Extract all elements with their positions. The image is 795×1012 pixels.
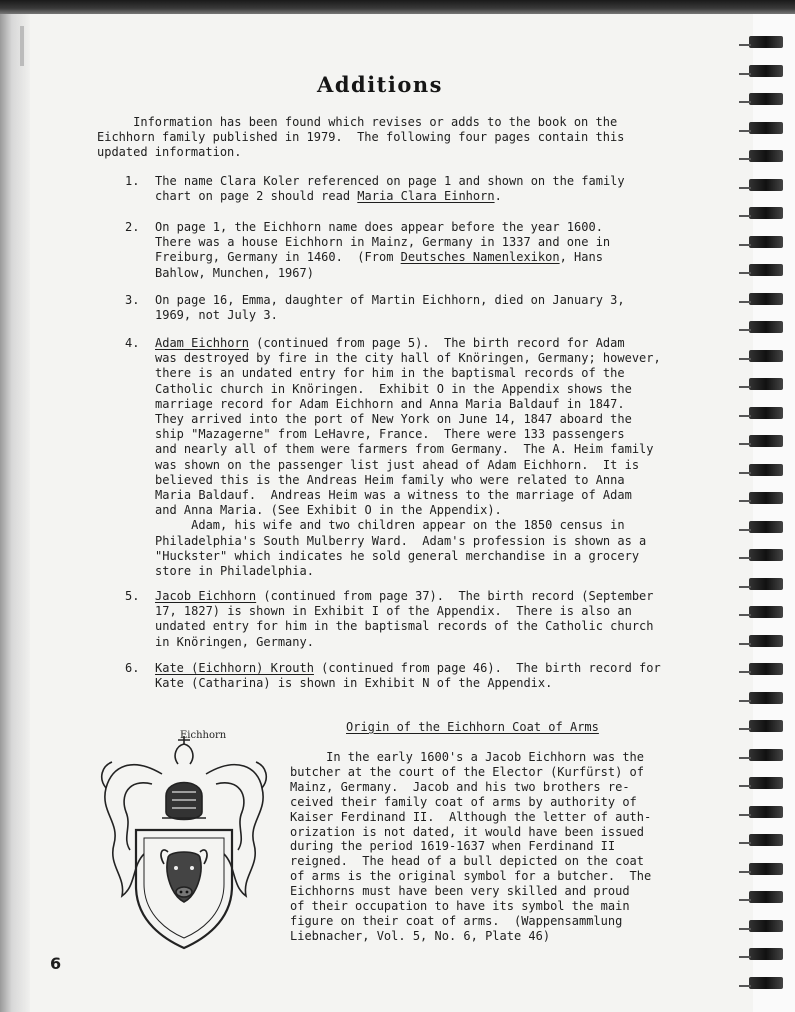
intro-paragraph: Information has been found which revises or adds to the book on the Eichhorn family published in 1979. The following four pages contain this updated information. (97, 115, 625, 160)
binding-mark (739, 272, 751, 274)
binding-mark (739, 671, 751, 673)
list-item-number: 5. (125, 589, 140, 603)
list-item-number: 1. (125, 174, 140, 188)
binding-hole (749, 435, 783, 447)
person-name: Jacob Eichhorn (155, 589, 257, 603)
binding-mark (739, 871, 751, 873)
binding-mark (739, 842, 751, 844)
list-item-number: 6. (125, 661, 140, 675)
binding-hole (749, 36, 783, 48)
binding-hole (749, 264, 783, 276)
binding-hole (749, 236, 783, 248)
document-page (30, 14, 730, 1004)
binding-hole (749, 521, 783, 533)
binding-mark (739, 358, 751, 360)
binding-mark (739, 472, 751, 474)
binding-mark (739, 757, 751, 759)
binding-mark (739, 614, 751, 616)
binding-hole (749, 834, 783, 846)
binding-hole (749, 378, 783, 390)
binding-mark (739, 586, 751, 588)
binding-hole (749, 578, 783, 590)
list-item-text: On page 16, Emma, daughter of Martin Eichhorn, died on January 3, 1969, not July 3. (155, 293, 625, 323)
binding-hole (749, 663, 783, 675)
origin-heading: Origin of the Eichhorn Coat of Arms (346, 720, 599, 734)
binding-mark (739, 244, 751, 246)
binding-hole (749, 920, 783, 932)
binding-hole (749, 93, 783, 105)
spiral-binding (749, 0, 789, 1012)
binding-hole (749, 692, 783, 704)
binding-hole (749, 948, 783, 960)
binding-hole (749, 720, 783, 732)
list-item-text: On page 1, the Eichhorn name does appear before the year 1600. There was a house Eichhorn in Mainz, Germany in 1337 and one in Freiburg, Germany in 1460. (From Deutsches Namenlexikon, Hans Bahlow, Munchen, 1967) (155, 220, 611, 280)
binding-mark (739, 529, 751, 531)
list-item-text: Kate (Eichhorn) Krouth (continued from page 46). The birth record for Kate (Catharina) is shown in Exhibit N of the Appendix. (155, 661, 661, 691)
origin-paragraph: In the early 1600's a Jacob Eichhorn was the butcher at the court of the Elector (Kurfürst) of Mainz, Germany. Jacob and his two brothers re- ceived their family coat of arms by authority of Kaiser Ferdinand II. Although the letter of auth- orization is not dated, it would have been issued during the period 1619-1637 when Ferdinand II reigned. The head of a bull depicted on the coat of arms is the original symbol for a butcher. The Eichhorns must have been very skilled and proud of their occupation to have its symbol the main figure on their coat of arms. (Wappensammlung Liebnacher, Vol. 5, No. 6, Plate 46) (290, 750, 652, 943)
binding-hole (749, 293, 783, 305)
binding-mark (739, 101, 751, 103)
person-name: Kate (Eichhorn) Krouth (155, 661, 314, 675)
list-item-text: Jacob Eichhorn (continued from page 37). The birth record (September 17, 1827) is shown in Exhibit I of the Appendix. There is also an undated entry for him in the baptismal records of the Catholic church in Knöringen, Germany. (155, 589, 654, 649)
binding-hole (749, 777, 783, 789)
binding-mark (739, 301, 751, 303)
binding-hole (749, 891, 783, 903)
binding-mark (739, 44, 751, 46)
binding-hole (749, 207, 783, 219)
list-item-number: 3. (125, 293, 140, 307)
binding-mark (739, 785, 751, 787)
binding-mark (739, 956, 751, 958)
binding-hole (749, 635, 783, 647)
binding-hole (749, 150, 783, 162)
binding-hole (749, 863, 783, 875)
binding-mark (739, 728, 751, 730)
page-title: Additions (317, 72, 443, 97)
binding-mark (739, 700, 751, 702)
person-name: Adam Eichhorn (155, 336, 249, 350)
binding-mark (739, 187, 751, 189)
binding-hole (749, 492, 783, 504)
binding-mark (739, 415, 751, 417)
binding-hole (749, 606, 783, 618)
binding-mark (739, 643, 751, 645)
coat-of-arms-drawing (92, 726, 276, 956)
binding-hole (749, 549, 783, 561)
binding-mark (739, 443, 751, 445)
binding-hole (749, 65, 783, 77)
page-number: 6 (50, 954, 62, 973)
binding-hole (749, 407, 783, 419)
scan-mark (20, 26, 24, 66)
binding-hole (749, 806, 783, 818)
scan-edge-left (0, 0, 30, 1012)
binding-hole (749, 350, 783, 362)
binding-hole (749, 321, 783, 333)
binding-hole (749, 122, 783, 134)
list-item-number: 4. (125, 336, 140, 350)
binding-mark (739, 899, 751, 901)
scan-edge-top (0, 0, 795, 14)
binding-mark (739, 158, 751, 160)
binding-mark (739, 500, 751, 502)
binding-hole (749, 464, 783, 476)
binding-mark (739, 329, 751, 331)
binding-mark (739, 130, 751, 132)
binding-mark (739, 386, 751, 388)
binding-mark (739, 215, 751, 217)
binding-mark (739, 557, 751, 559)
binding-hole (749, 749, 783, 761)
binding-hole (749, 179, 783, 191)
binding-mark (739, 928, 751, 930)
list-item-text: Adam Eichhorn (continued from page 5). The birth record for Adam was destroyed by fire in the city hall of Knöringen, Germany; however, there is an undated entry for him in the baptismal records of the Catholic church in Knöringen. Exhibit O in the Appendix shows the marriage record for Adam Eichhorn and Anna Maria Baldauf in 1847. They arrived into the port of New York on June 14, 1847 aboard the ship "Mazagerne" from LeHavre, France. There were 133 passengers and nearly all of them were farmers from Germany. The A. Heim family was shown on the passenger list just ahead of Adam Eichhorn. It is believed this is the Andreas Heim family who were related to Anna Maria Baldauf. Andreas Heim was a witness to the marriage of Adam and Anna Maria. (See Exhibit O in the Appendix). Adam, his wife and two children appear on the 1850 census in Philadelphia's South Mulberry Ward. Adam's profession is shown as a "Huckster" which indicates he sold general merchandise in a grocery store in Philadelphia. (155, 336, 661, 579)
binding-hole (749, 977, 783, 989)
list-item-number: 2. (125, 220, 140, 234)
binding-mark (739, 985, 751, 987)
list-item-text: The name Clara Koler referenced on page 1 and shown on the family chart on page 2 should read Maria Clara Einhorn. (155, 174, 625, 204)
binding-mark (739, 814, 751, 816)
book-title: Deutsches Namenlexikon (400, 250, 560, 265)
coat-of-arms-bull-head-icon (92, 726, 276, 956)
coat-caption: Eichhorn (180, 730, 227, 741)
corrected-name: Maria Clara Einhorn (357, 189, 495, 204)
binding-mark (739, 73, 751, 75)
